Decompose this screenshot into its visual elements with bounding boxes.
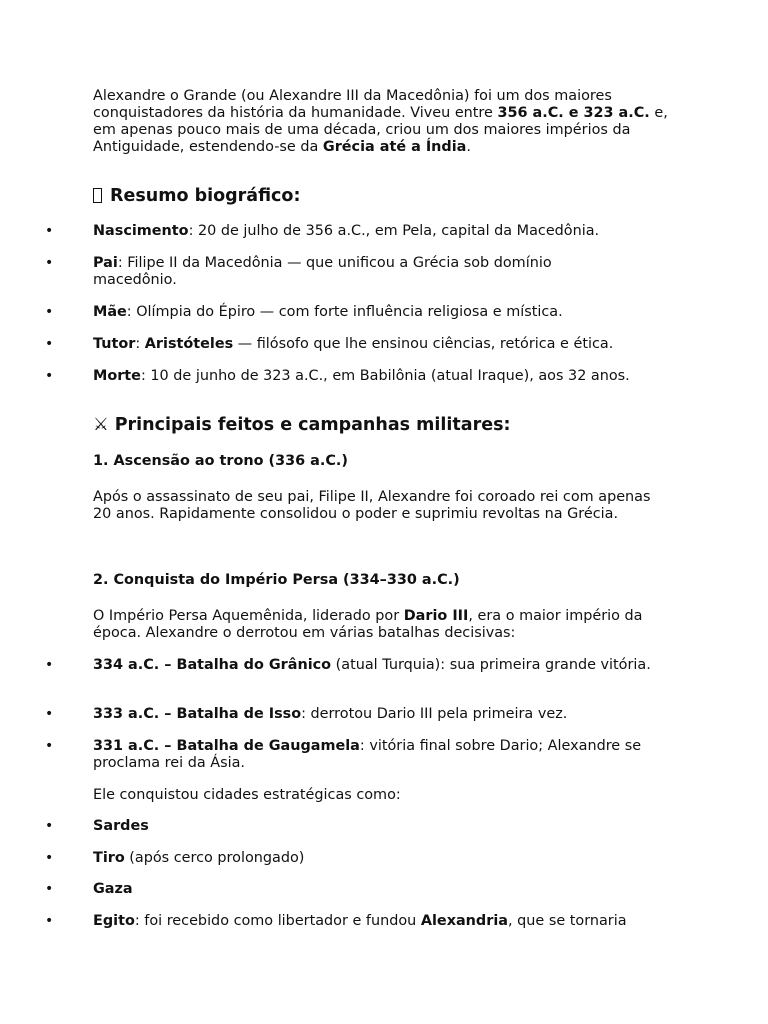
persian-empire-paragraph [93, 608, 673, 642]
bullet-marker: • [45, 223, 54, 239]
bullet-marker: • [45, 368, 54, 384]
box-icon [93, 188, 102, 203]
list-item-city-egito [93, 913, 713, 930]
item-label: Morte [93, 368, 141, 384]
persia-text-2: , era o maior império da época. Alexandre o derrotou em várias batalhas decisivas: [93, 608, 643, 641]
city-bold-alexandria: Alexandria [420, 913, 508, 929]
intro-text-3: . [466, 139, 471, 155]
list-item-city-sardes [93, 818, 683, 835]
bullet-marker: • [45, 738, 54, 754]
section-heading-biography [93, 186, 300, 206]
intro-bold-extent: Grécia até a Índia [322, 139, 467, 155]
city-label: Gaza [93, 881, 133, 897]
section-heading-campaigns [93, 415, 510, 435]
list-item-death [93, 368, 683, 385]
bullet-marker: • [45, 304, 54, 320]
bullet-marker: • [45, 850, 54, 866]
list-item-city-gaza [93, 881, 683, 898]
bullet-marker: • [45, 336, 54, 352]
city-text: (após cerco prolongado) [124, 850, 305, 866]
ascension-paragraph: Após o assassinato de seu pai, Filipe II, Alexandre foi coroado rei com apenas 20 anos. Rapidamente consolidou o poder e suprimiu revoltas na Grécia. [93, 489, 651, 522]
battle-label: 333 a.C. – Batalha de Isso [93, 706, 302, 722]
bullet-marker: • [45, 881, 54, 897]
bullet-marker: • [45, 706, 54, 722]
city-text: : foi recebido como libertador e fundou [134, 913, 421, 929]
subheading-persian-empire: 2. Conquista do Império Persa (334–330 a.C.) [93, 572, 460, 588]
intro-paragraph [93, 88, 683, 156]
battle-text: : derrotou Dario III pela primeira vez. [301, 706, 568, 722]
battle-label: 334 a.C. – Batalha do Grânico [93, 657, 332, 673]
crossed-swords-icon: ⚔ [93, 415, 109, 435]
city-label: Sardes [93, 818, 149, 834]
item-text: : 10 de junho de 323 a.C., em Babilônia (atual Iraque), aos 32 anos. [140, 368, 630, 384]
subheading-ascension: 1. Ascensão ao trono (336 a.C.) [93, 453, 348, 469]
list-item-birth [93, 223, 683, 240]
cities-intro: Ele conquistou cidades estratégicas como: [93, 787, 401, 803]
bullet-marker: • [45, 255, 54, 271]
persia-bold-dario: Dario III [403, 608, 469, 624]
intro-bold-dates: 356 a.C. e 323 a.C. [497, 105, 650, 121]
battle-label: 331 a.C. – Batalha de Gaugamela [93, 738, 360, 754]
city-text: , que se tornaria [507, 913, 627, 929]
item-label: Tutor [93, 336, 136, 352]
section-title-campaigns: Principais feitos e campanhas militares: [114, 415, 511, 435]
city-label: Tiro [93, 850, 125, 866]
list-item-battle-issus [93, 706, 683, 723]
item-text: : Filipe II da Macedônia — que unificou a Grécia sob domínio macedônio. [93, 255, 552, 288]
intro-text-1: Alexandre o Grande (ou Alexandre III da Macedônia) foi um dos maiores conquistadores da história da humanidade. Viveu entre [93, 88, 612, 121]
item-text: : [135, 336, 145, 352]
section-title-biography: Resumo biográfico: [110, 186, 301, 206]
list-item-mother [93, 304, 683, 321]
city-label: Egito [93, 913, 135, 929]
item-label: Pai [93, 255, 118, 271]
list-item-battle-granicus [93, 657, 653, 674]
battle-text: : vitória final sobre Dario; Alexandre se proclama rei da Ásia. [93, 738, 642, 771]
list-item-battle-gaugamela [93, 738, 673, 772]
item-text: : Olímpia do Épiro — com forte influência religiosa e mística. [126, 304, 563, 320]
item-text: : 20 de julho de 356 a.C., em Pela, capital da Macedônia. [188, 223, 600, 239]
list-item-city-tiro [93, 850, 683, 867]
list-item-father [93, 255, 613, 289]
bullet-marker: • [45, 657, 54, 673]
item-label: Mãe [93, 304, 127, 320]
item-bold-name: Aristóteles [144, 336, 234, 352]
item-label: Nascimento [93, 223, 189, 239]
bullet-marker: • [45, 818, 54, 834]
bullet-marker: • [45, 913, 54, 929]
persia-text-1: O Império Persa Aquemênida, liderado por [93, 608, 404, 624]
battle-text: (atual Turquia): sua primeira grande vitória. [331, 657, 651, 673]
list-item-tutor [93, 336, 683, 353]
item-text: — filósofo que lhe ensinou ciências, retórica e ética. [233, 336, 614, 352]
intro-text-2: e, em apenas pouco mais de uma década, criou um dos maiores impérios da Antiguidade, estendendo-se da [93, 105, 668, 155]
